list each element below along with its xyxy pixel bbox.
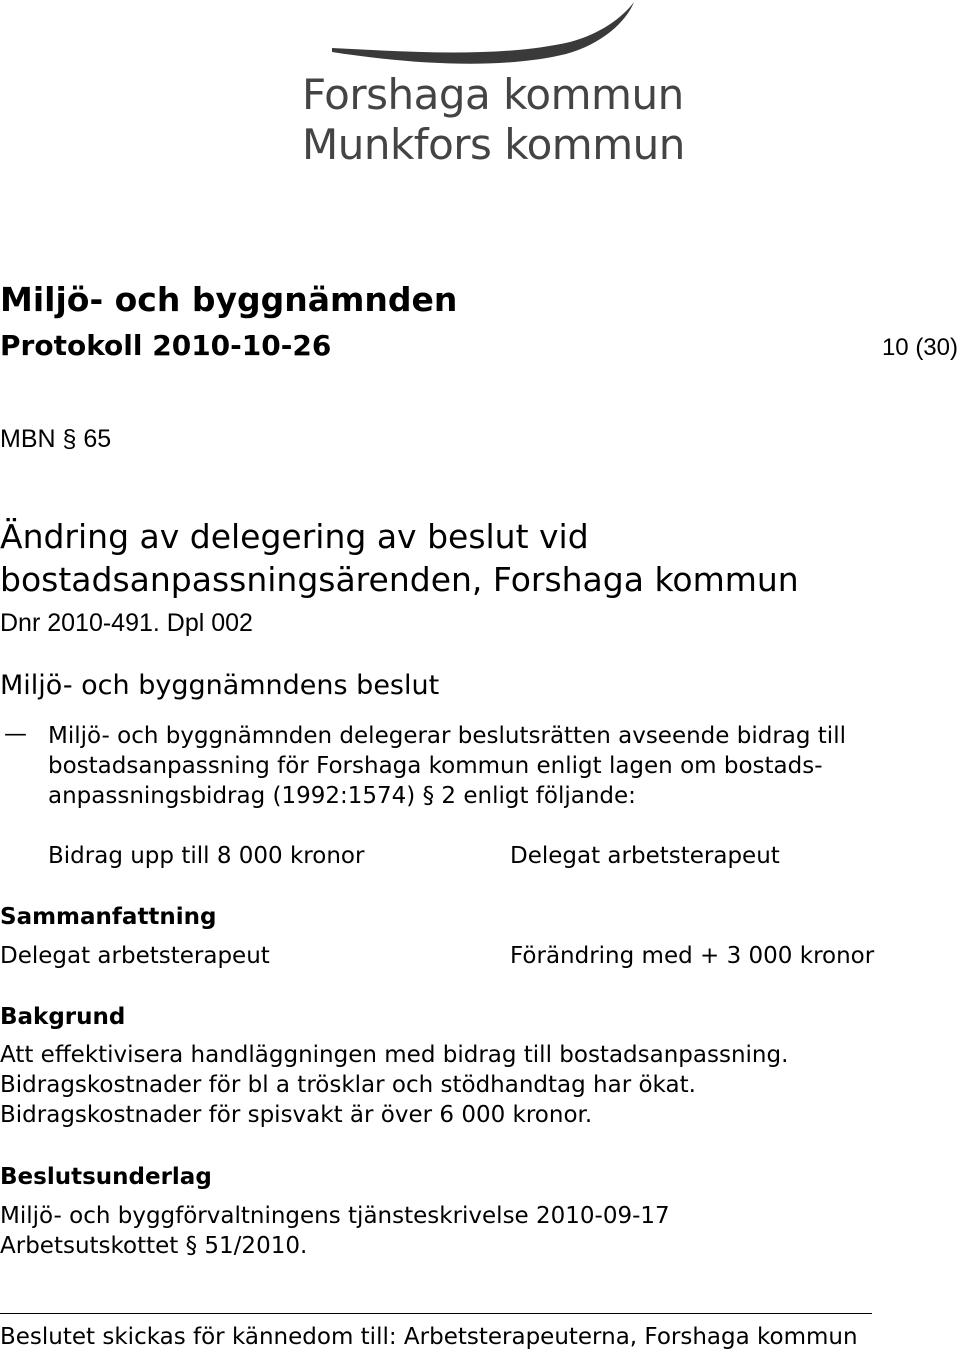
delegation-amount: Bidrag upp till 8 000 kronor: [48, 843, 365, 869]
logo-swoosh: [330, 0, 650, 70]
background-line: Bidragskostnader för spisvakt är över 6 000 kronor.: [0, 1102, 593, 1128]
background-line: Bidragskostnader för bl a trösklar och stödhandtag har ökat.: [0, 1072, 696, 1098]
logo-text-munkfors: Munkfors kommun: [302, 120, 685, 169]
diary-number: Dnr 2010-491. Dpl 002: [0, 609, 253, 637]
basis-line: Miljö- och byggförvaltningens tjänsteskrivelse 2010-09-17: [0, 1203, 670, 1229]
decision-text-line-2: bostadsanpassning för Forshaga kommun enligt lagen om bostads-: [48, 753, 823, 779]
summary-change: Förändring med + 3 000 kronor: [510, 943, 875, 969]
decision-text-line-1: Miljö- och byggnämnden delegerar beslutsrätten avseende bidrag till: [48, 723, 846, 749]
summary-heading: Sammanfattning: [0, 904, 217, 930]
decision-text-line-3: anpassningsbidrag (1992:1574) § 2 enligt följande:: [48, 783, 636, 809]
protocol-heading: Protokoll 2010-10-26: [0, 329, 332, 362]
decision-heading: Miljö- och byggnämndens beslut: [0, 670, 440, 701]
logo-text-forshaga: Forshaga kommun: [302, 70, 684, 119]
delegation-delegate: Delegat arbetsterapeut: [510, 843, 780, 869]
background-line: Att effektivisera handläggningen med bidrag till bostadsanpassning.: [0, 1042, 789, 1068]
department-heading: Miljö- och byggnämnden: [0, 280, 458, 319]
summary-delegate: Delegat arbetsterapeut: [0, 943, 270, 969]
matter-title-line-2: bostadsanpassningsärenden, Forshaga kommun: [0, 560, 799, 599]
distribution-note: Beslutet skickas för kännedom till: Arbetsterapeuterna, Forshaga kommun: [0, 1324, 858, 1350]
page-number: 10 (30): [881, 334, 958, 361]
decision-bullet: —: [4, 721, 27, 747]
paragraph-number: MBN § 65: [0, 425, 112, 453]
background-heading: Bakgrund: [0, 1004, 126, 1030]
footer-divider: [0, 1313, 872, 1314]
basis-line: Arbetsutskottet § 51/2010.: [0, 1233, 308, 1259]
basis-heading: Beslutsunderlag: [0, 1164, 212, 1190]
matter-title-line-1: Ändring av delegering av beslut vid: [0, 517, 589, 556]
